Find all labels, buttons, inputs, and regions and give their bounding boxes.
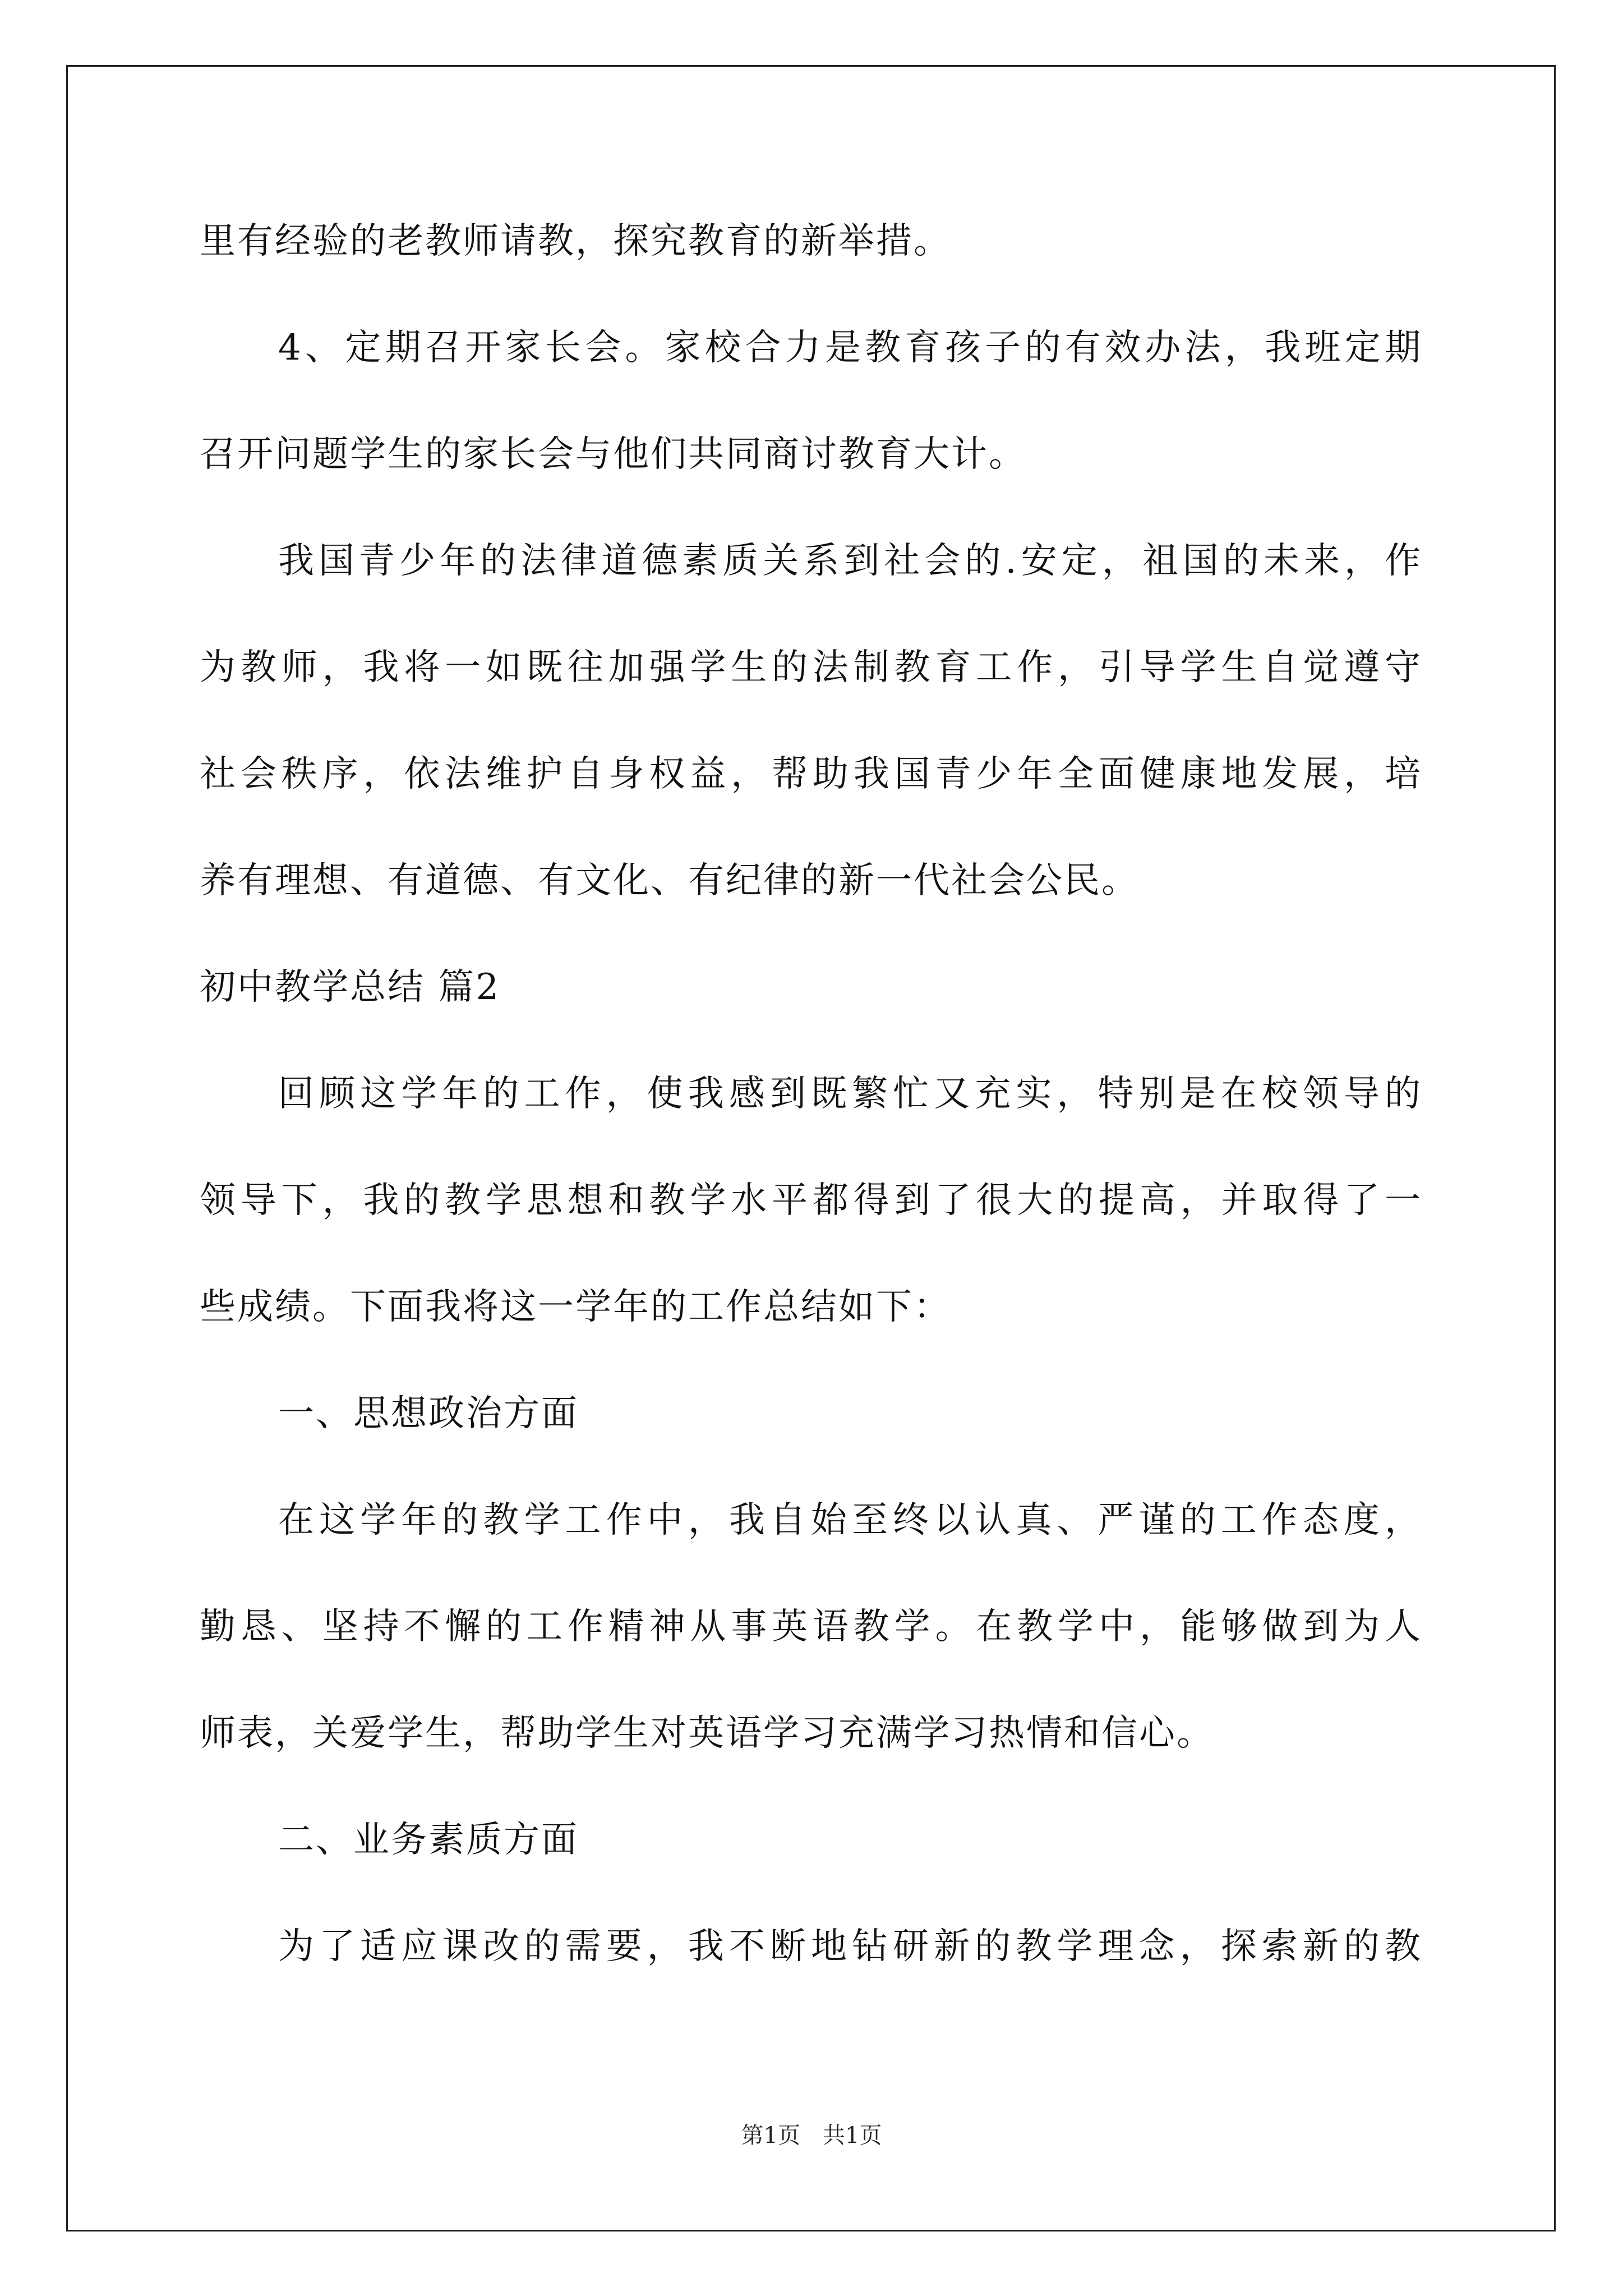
text-line: 在这学年的教学工作中，我自始至终以认真、严谨的工作态度， xyxy=(278,1499,1422,1541)
text-line: 回顾这学年的工作，使我感到既繁忙又充实，特别是在校领导的 xyxy=(278,1073,1422,1115)
text-line: 里有经验的老教师请教，探究教育的新举措。 xyxy=(200,220,951,262)
subsection-heading: 二、业务素质方面 xyxy=(278,1819,579,1861)
text-line: 些成绩。下面我将这一学年的工作总结如下： xyxy=(200,1286,951,1328)
text-line: 养有理想、有道德、有文化、有纪律的新一代社会公民。 xyxy=(200,860,1139,901)
text-line: 为了适应课改的需要，我不断地钻研新的教学理念，探索新的教 xyxy=(278,1926,1422,1967)
text-line: 领导下，我的教学思想和教学水平都得到了很大的提高，并取得了一 xyxy=(200,1180,1422,1221)
text-line: 为教师，我将一如既往加强学生的法制教育工作，引导学生自觉遵守 xyxy=(200,647,1422,688)
page-footer: 第1页 共1页 xyxy=(741,2123,882,2148)
text-line: 勤恳、坚持不懈的工作精神从事英语教学。在教学中，能够做到为人 xyxy=(200,1606,1422,1648)
section-heading: 初中教学总结 篇2 xyxy=(200,967,501,1008)
text-line: 师表，关爱学生，帮助学生对英语学习充满学习热情和信心。 xyxy=(200,1713,1214,1754)
text-line: 社会秩序，依法维护自身权益，帮助我国青少年全面健康地发展，培 xyxy=(200,753,1422,795)
subsection-heading: 一、思想政治方面 xyxy=(278,1393,579,1434)
page-border xyxy=(66,65,1556,2231)
text-line: 召开问题学生的家长会与他们共同商讨教育大计。 xyxy=(200,434,1026,475)
text-line: 我国青少年的法律道德素质关系到社会的.安定，祖国的未来，作 xyxy=(278,540,1422,582)
text-line: 4、定期召开家长会。家校合力是教育孩子的有效办法，我班定期 xyxy=(278,327,1422,369)
